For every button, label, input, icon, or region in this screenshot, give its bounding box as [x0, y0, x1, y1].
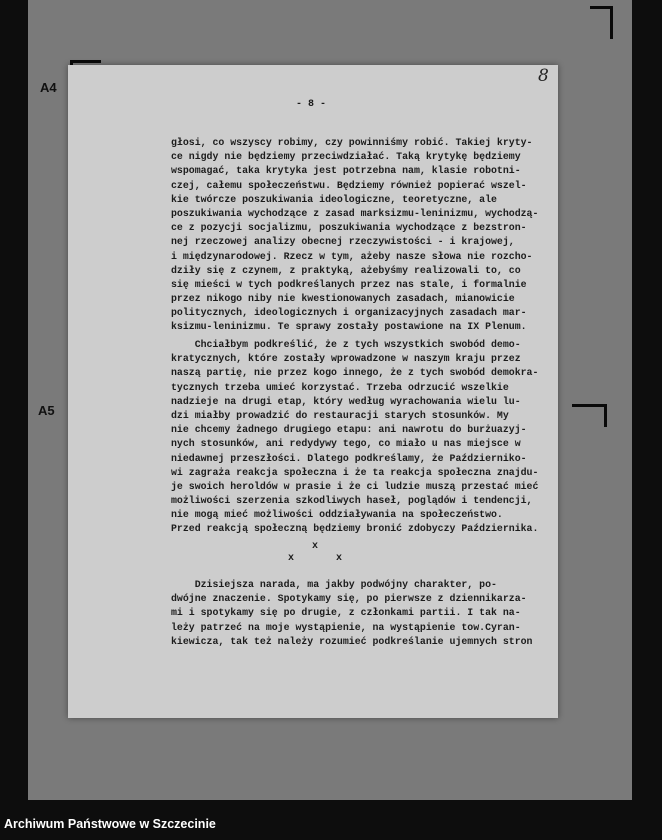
margin-label-a4: A4 [40, 80, 57, 95]
text-line: dwójne znaczenie. Spotykamy się, po pierwsze z dziennikarza- [171, 593, 527, 605]
text-line: i międzynarodowej. Rzecz w tym, ażeby nasze słowa nie rozcho- [171, 250, 533, 262]
handwritten-page-number: 8 [538, 66, 549, 86]
paragraph-3 [171, 578, 532, 649]
margin-label-a5: A5 [38, 403, 55, 418]
text-line: kratycznych, które zostały wprowadzone w naszym kraju przez [171, 353, 521, 365]
text-line: wspomagać, taka krytyka jest potrzebna nam, klasie robotni- [171, 165, 521, 177]
separator-mark-left: x [288, 553, 295, 564]
text-line: nadzieje na drugi etap, który według wyrachowania wielu lu- [171, 395, 521, 407]
text-line: politycznych, ideologicznych i organizacyjnych zasadach mar- [171, 307, 527, 319]
separator-mark-top: x [312, 541, 319, 552]
text-line: je swoich heroldów w prasie i że ci ludzie muszą przestać mieć [171, 480, 539, 492]
crop-mark-top-right [590, 6, 613, 39]
text-line: naszą partię, nie przez kogo innego, że z tych swobód demokra- [171, 367, 539, 379]
text-line: nie mogą mieć możliwości oddziaływania na społeczeństwo. [171, 509, 503, 521]
text-line: głosi, co wszyscy robimy, czy powinniśmy robić. Takiej kryty- [171, 137, 533, 148]
text-line: nej rzeczowej analizy obecnej rzeczywistości - i krajowej, [171, 236, 515, 248]
text-line: tycznych trzeba umieć korzystać. Trzeba odrzucić wszelkie [171, 381, 509, 393]
text-line: mi i spotykamy się po drugie, z członkami partii. I tak na- [171, 607, 521, 619]
text-line: dziły się z czynem, z praktyką, ażebyśmy realizowali to, co [171, 264, 521, 276]
text-line: Przed reakcją społeczną będziemy bronić zdobyczy Października. [171, 523, 539, 535]
text-line: wi zagraża reakcja społeczna i że ta reakcja społeczna znajdu- [171, 466, 539, 478]
text-line: niedawnej przeszłości. Dlatego podkreślamy, że Październiko- [171, 452, 527, 464]
text-line: nych stosunków, ani redydywy tego, co miało u nas miejsce w [171, 438, 521, 450]
text-line: ksizmu-leninizmu. Te sprawy zostały postawione na IX Plenum. [171, 321, 527, 333]
text-line: poszukiwania wychodzące z zasad marksizmu-leninizmu, wychodzą- [171, 207, 539, 219]
paragraph-1 [171, 136, 538, 335]
text-line: Chciałbym podkreślić, że z tych wszystkich swobód demo- [171, 339, 521, 350]
text-line: przez nikogo niby nie kwestionowanych zasadach, mianowicie [171, 293, 515, 305]
text-line: Dzisiejsza narada, ma jakby podwójny charakter, po- [171, 579, 497, 590]
text-line: kie twórcze poszukiwania ideologiczne, teoretyczne, ale [171, 193, 497, 205]
text-line: ce z pozycji socjalizmu, poszukiwania wychodzące z bezstron- [171, 222, 527, 234]
separator-mark-right: x [336, 553, 343, 564]
text-line: się mieści w tych podkreślanych przez nas stale, i formalnie [171, 278, 527, 290]
text-line: czej, całemu społeczeństwu. Będziemy również popierać wszel- [171, 179, 527, 191]
text-line: nie chcemy żadnego drugiego etapu: ani nawrotu do burżuazyj- [171, 424, 527, 436]
text-line: leży patrzeć na moje wystąpienie, na wystąpienie tow.Cyran- [171, 621, 521, 633]
text-line: dzi miałby prowadzić do restauracji starych stosunków. My [171, 409, 509, 421]
archive-caption: Archiwum Państwowe w Szczecinie [4, 817, 216, 831]
text-line: ce nigdy nie będziemy przeciwdziałać. Taką krytykę będziemy [171, 151, 521, 163]
crop-mark-middle-right [572, 404, 607, 427]
text-line: możliwości szerzenia szkodliwych haseł, poglądów i tendencji, [171, 495, 533, 507]
typed-page-number: - 8 - [296, 99, 327, 110]
text-line: kiewicza, tak też należy rozumieć podkreślanie ujemnych stron [171, 635, 533, 647]
paragraph-2 [171, 338, 538, 537]
